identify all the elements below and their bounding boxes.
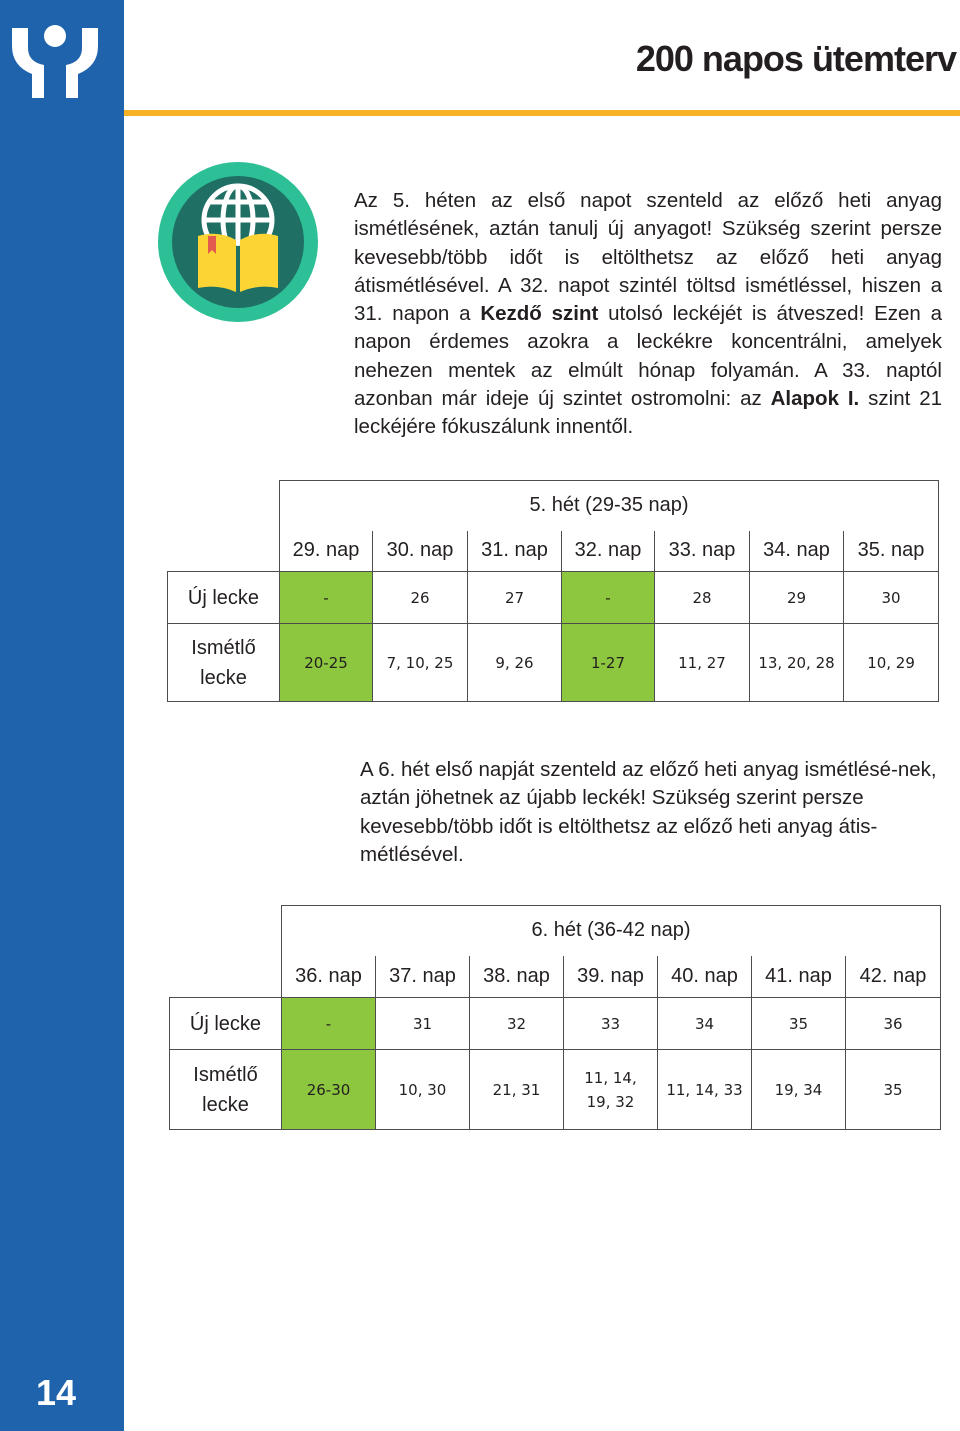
review-lesson-cell: 1-27 bbox=[562, 624, 655, 702]
week6-intro-paragraph: A 6. hét első napját szenteld az előző heti anyag ismétlésé-nek, aztán jöhetnek az újabb leckék! Szükség szerint persze kevesebb/több időt is eltölthetsz az előző heti anyag átis-métlésével. bbox=[360, 758, 937, 866]
sidebar bbox=[0, 0, 124, 1431]
new-lesson-cell: 32 bbox=[470, 998, 564, 1050]
review-lesson-cell: 20-25 bbox=[280, 624, 373, 702]
row-label-new-lesson: Új lecke bbox=[168, 572, 280, 624]
day-header: 29. nap bbox=[280, 531, 373, 572]
new-lesson-cell: - bbox=[280, 572, 373, 624]
bold-level-name: Kezdő szint bbox=[480, 302, 599, 326]
new-lesson-cell: - bbox=[282, 998, 376, 1050]
review-lesson-cell: 11, 14, 19, 32 bbox=[564, 1050, 658, 1130]
week-title: 6. hét (36-42 nap) bbox=[282, 906, 941, 956]
week5-schedule-table bbox=[167, 480, 939, 702]
globe-book-icon bbox=[158, 162, 318, 322]
new-lesson-cell: 31 bbox=[376, 998, 470, 1050]
day-header: 32. nap bbox=[562, 531, 655, 572]
new-lesson-cell: 36 bbox=[846, 998, 941, 1050]
intro-paragraph: Az 5. héten az első napot szenteld az előző heti anyag ismétlésének, aztán tanulj új anyagot! Szükség szerint persze kevesebb/több időt is eltölthetsz az előző heti anyag átismétlésével. A 32. napot szintél töltsd ismétléssel, hiszen a 31. napon a Kezdő szint utolsó leckéjét is átveszed! Ezen a napon érdemes azokra a leckékre koncentrálni, amelyek nehezen mentek az elmúlt hónap folyamán. A 33. naptól azonban már ideje új szintet ostromolni: az Alapok I. szint 21 leckéjére fókuszálunk innentől. bbox=[354, 189, 942, 439]
new-lesson-cell: - bbox=[562, 572, 655, 624]
day-header: 30. nap bbox=[373, 531, 468, 572]
day-header: 38. nap bbox=[470, 956, 564, 998]
page-number: 14 bbox=[35, 1372, 77, 1413]
row-label-review-lesson: Ismétlő lecke bbox=[170, 1050, 282, 1130]
day-header: 37. nap bbox=[376, 956, 470, 998]
page-title: 200 napos ütemterv bbox=[635, 38, 956, 79]
bold-level-name: Alapok I. bbox=[770, 387, 860, 411]
day-header: 36. nap bbox=[282, 956, 376, 998]
review-lesson-cell: 26-30 bbox=[282, 1050, 376, 1130]
review-lesson-cell: 21, 31 bbox=[470, 1050, 564, 1130]
new-lesson-cell: 27 bbox=[468, 572, 562, 624]
review-lesson-cell: 13, 20, 28 bbox=[750, 624, 844, 702]
day-header: 31. nap bbox=[468, 531, 562, 572]
week6-schedule-table bbox=[169, 905, 941, 1130]
review-lesson-cell: 7, 10, 25 bbox=[373, 624, 468, 702]
review-lesson-cell: 11, 14, 33 bbox=[658, 1050, 752, 1130]
new-lesson-cell: 26 bbox=[373, 572, 468, 624]
row-label-review-lesson: Ismétlő lecke bbox=[168, 624, 280, 702]
title-divider bbox=[124, 110, 960, 116]
new-lesson-cell: 28 bbox=[655, 572, 750, 624]
review-lesson-cell: 19, 34 bbox=[752, 1050, 846, 1130]
new-lesson-cell: 35 bbox=[752, 998, 846, 1050]
review-lesson-cell: 10, 29 bbox=[844, 624, 939, 702]
day-header: 42. nap bbox=[846, 956, 941, 998]
day-header: 33. nap bbox=[655, 531, 750, 572]
row-label-new-lesson: Új lecke bbox=[170, 998, 282, 1050]
review-lesson-cell: 9, 26 bbox=[468, 624, 562, 702]
review-lesson-cell: 11, 27 bbox=[655, 624, 750, 702]
review-lesson-cell: 35 bbox=[846, 1050, 941, 1130]
new-lesson-cell: 33 bbox=[564, 998, 658, 1050]
day-header: 40. nap bbox=[658, 956, 752, 998]
new-lesson-cell: 30 bbox=[844, 572, 939, 624]
review-lesson-cell: 10, 30 bbox=[376, 1050, 470, 1130]
new-lesson-cell: 34 bbox=[658, 998, 752, 1050]
day-header: 41. nap bbox=[752, 956, 846, 998]
day-header: 39. nap bbox=[564, 956, 658, 998]
logo-icon bbox=[10, 20, 100, 98]
day-header: 34. nap bbox=[750, 531, 844, 572]
day-header: 35. nap bbox=[844, 531, 939, 572]
week-title: 5. hét (29-35 nap) bbox=[280, 481, 939, 531]
new-lesson-cell: 29 bbox=[750, 572, 844, 624]
